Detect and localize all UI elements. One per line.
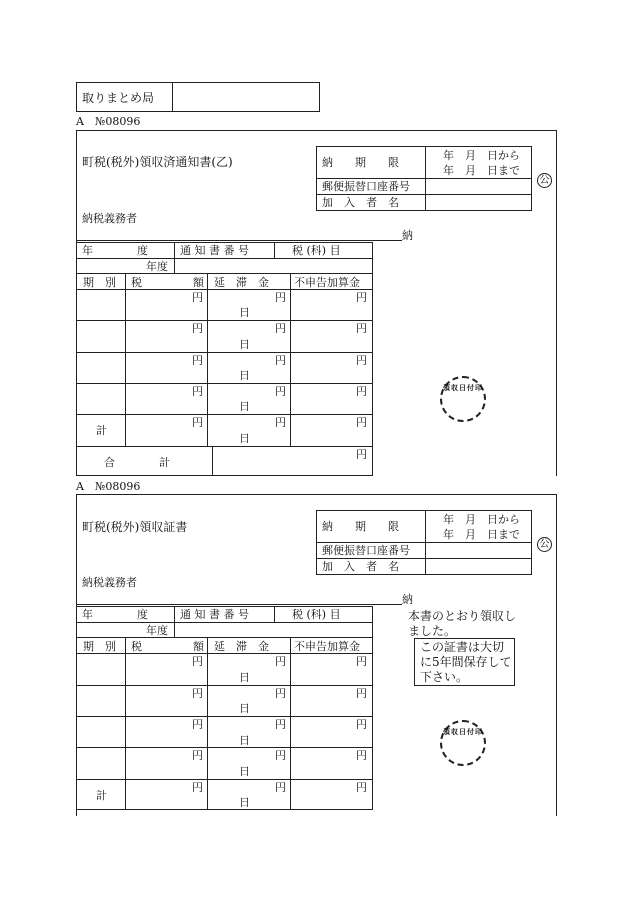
form-a-title: 町税(税外)領収済通知書(乙) (82, 155, 233, 169)
form-b-payer-line (76, 604, 402, 605)
form-b-due-from: 年 月 日から (443, 513, 520, 526)
form-a-grand-total-label: 合 計 (104, 456, 170, 469)
form-a-col-penalty: 不申告加算金 (294, 276, 360, 289)
table-row-2-late-yen: 円 (275, 322, 286, 335)
table-row-3-late-day: 日 (239, 734, 250, 747)
form-a-year-suffix: 年度 (146, 260, 168, 273)
table-row-sum-late-day: 日 (239, 796, 250, 809)
form-a-col-year: 年 度 (82, 244, 148, 257)
table-row-4-late-yen: 円 (275, 749, 286, 762)
table-row-3-late-yen: 円 (275, 718, 286, 731)
table-row-3-amount-yen: 円 (192, 354, 203, 367)
table-row-3-penalty-yen: 円 (356, 354, 367, 367)
table-row-3-penalty-yen: 円 (356, 718, 367, 731)
table-row-sum-late-yen: 円 (275, 781, 286, 794)
table-row-4-penalty-yen: 円 (356, 385, 367, 398)
table-row-2-late-day: 日 (239, 338, 250, 351)
form-b-keep-note-3: 下さい。 (420, 670, 469, 684)
form-b-col-period: 期 別 (83, 640, 116, 653)
form-b-payer-label: 納税義務者 (82, 576, 137, 589)
table-row-4-penalty-yen: 円 (356, 749, 367, 762)
table-row-4-late-yen: 円 (275, 385, 286, 398)
table-row-4-late-day: 日 (239, 765, 250, 778)
table-row-sum-penalty-yen: 円 (356, 416, 367, 429)
form-a-subscriber-label: 加 入 者 名 (322, 196, 399, 209)
form-a-receipt-stamp: 領収日付印 (440, 376, 486, 422)
form-a-public-mark: 公 (537, 173, 552, 188)
table-row-3-amount-yen: 円 (192, 718, 203, 731)
form-b-year-suffix: 年度 (146, 624, 168, 637)
table-row-sum-amount-yen: 円 (192, 416, 203, 429)
form-b-due-to: 年 月 日まで (443, 528, 520, 541)
table-row-4-amount-yen: 円 (192, 749, 203, 762)
form-a-due-to: 年 月 日まで (443, 164, 520, 177)
table-row-2-late-yen: 円 (275, 687, 286, 700)
form-b-subtotal-label: 計 (96, 789, 107, 802)
table-row-1-penalty-yen: 円 (356, 291, 367, 304)
form-b-col-year: 年 度 (82, 608, 148, 621)
table-row-4-late-day: 日 (239, 400, 250, 413)
table-row-2-late-day: 日 (239, 702, 250, 715)
table-row-sum-late-yen: 円 (275, 416, 286, 429)
table-row-1-late-yen: 円 (275, 655, 286, 668)
form-a-col-tax: 税 (131, 276, 142, 289)
table-row-1-late-day: 日 (239, 671, 250, 684)
form-b-due-label: 納 期 限 (322, 520, 399, 533)
form-a-serial: A №08096 (76, 115, 141, 128)
office-value-field[interactable] (178, 92, 316, 106)
form-a-payer-line (76, 240, 402, 241)
form-a-nou: 納 (402, 229, 413, 242)
form-b-col-late: 延 滞 金 (214, 640, 269, 653)
form-b-col-tax-item: 税 (科) 目 (292, 608, 341, 621)
table-row-1-amount-yen: 円 (192, 291, 203, 304)
form-a-grand-total-yen: 円 (356, 448, 367, 461)
table-row-2-amount-yen: 円 (192, 322, 203, 335)
form-a-due-from: 年 月 日から (443, 149, 520, 162)
table-row-1-amount-yen: 円 (192, 655, 203, 668)
form-a-col-amount: 額 (193, 276, 204, 289)
table-row-sum-penalty-yen: 円 (356, 781, 367, 794)
form-b-title: 町税(税外)領収証書 (82, 520, 188, 534)
table-row-3-late-day: 日 (239, 369, 250, 382)
table-row-1-penalty-yen: 円 (356, 655, 367, 668)
form-a-col-tax-item: 税 (科) 目 (292, 244, 341, 257)
table-row-sum-late-day: 日 (239, 432, 250, 445)
table-row-4-amount-yen: 円 (192, 385, 203, 398)
form-b-postal-label: 郵便振替口座番号 (322, 544, 410, 557)
form-a-col-late: 延 滞 金 (214, 276, 269, 289)
form-a-postal-label: 郵便振替口座番号 (322, 180, 410, 193)
form-a-col-period: 期 別 (83, 276, 116, 289)
form-a-payer-label: 納税義務者 (82, 212, 137, 225)
form-a-due-label: 納 期 限 (322, 156, 399, 169)
table-row-2-amount-yen: 円 (192, 687, 203, 700)
form-b-nou: 納 (402, 593, 413, 606)
form-b-col-amount: 額 (193, 640, 204, 653)
form-a-col-notice: 通 知 書 番 号 (180, 244, 249, 257)
table-row-2-penalty-yen: 円 (356, 322, 367, 335)
form-b-serial: A №08096 (76, 480, 141, 493)
form-a-subtotal-label: 計 (96, 424, 107, 437)
table-row-1-late-day: 日 (239, 306, 250, 319)
form-b-keep-note-1: この証書は大切 (420, 640, 505, 654)
form-b-receipt-stamp: 領収日付印 (440, 720, 486, 766)
office-label: 取りまとめ局 (82, 91, 155, 105)
form-b-col-notice: 通 知 書 番 号 (180, 608, 249, 621)
table-row-3-late-yen: 円 (275, 354, 286, 367)
form-b-subscriber-label: 加 入 者 名 (322, 560, 399, 573)
form-b-col-penalty: 不申告加算金 (294, 640, 360, 653)
table-row-2-penalty-yen: 円 (356, 687, 367, 700)
form-b-receipt-note-2: ました。 (408, 624, 457, 638)
form-b-keep-note-2: に5年間保存して (420, 655, 512, 669)
table-row-sum-amount-yen: 円 (192, 781, 203, 794)
form-b-receipt-note-1: 本書のとおり領収し (408, 609, 517, 623)
form-b-public-mark: 公 (537, 537, 552, 552)
table-row-1-late-yen: 円 (275, 291, 286, 304)
form-b-col-tax: 税 (131, 640, 142, 653)
